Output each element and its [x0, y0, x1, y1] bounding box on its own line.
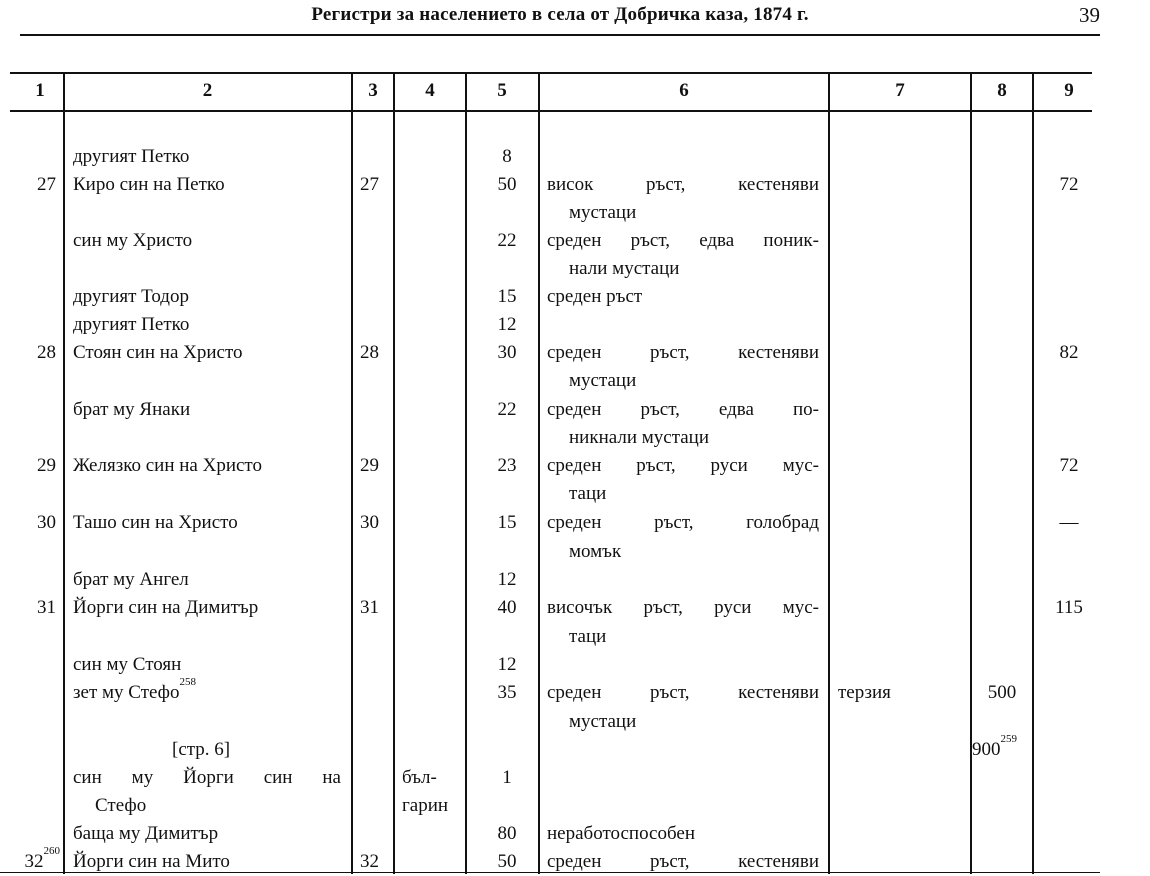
table-cell-description: среден ръст — [547, 286, 643, 307]
running-header — [20, 0, 1100, 36]
table-cell-occupation: терзия — [838, 682, 891, 703]
table-cell-name: Йорги син на Мито — [73, 851, 230, 872]
table-cell-col9: 72 — [1059, 174, 1079, 195]
table-cell-number: 30 — [37, 512, 56, 533]
col-divider — [351, 74, 353, 874]
column-header-1: 1 — [35, 80, 45, 101]
column-header-4: 4 — [425, 80, 435, 101]
table-cell-age: 80 — [497, 823, 517, 844]
table-cell-name: другият Петко — [73, 146, 190, 167]
table-cell-col9: 82 — [1059, 342, 1079, 363]
table-cell-col8 — [972, 732, 1017, 764]
table-cell-age: 30 — [497, 342, 517, 363]
column-header-2: 2 — [202, 80, 213, 101]
table-cell-name — [73, 675, 196, 707]
table-cell-household: 27 — [360, 174, 379, 195]
table-cell-col9: 115 — [1055, 597, 1083, 618]
table-cell-age: 23 — [497, 455, 517, 476]
number-text: 32 — [24, 851, 44, 872]
table-cell-name: другият Тодор — [73, 286, 189, 307]
page-number: 39 — [1079, 3, 1100, 27]
table-cell-name: баща му Димитър — [73, 823, 219, 844]
table-header-rule — [10, 110, 1092, 112]
column-header-8: 8 — [997, 80, 1007, 101]
table-cell-name: син му Христо — [73, 230, 193, 251]
table-cell-name: син му Стоян — [73, 654, 182, 675]
table-cell-description: среден ръст, кестеняви — [547, 682, 819, 703]
table-cell-description-cont: нали мустаци — [569, 258, 680, 279]
table-cell-description-cont: таци — [569, 626, 607, 647]
table-cell-name: Ташо син на Христо — [73, 512, 238, 533]
table-cell-description-cont: мустаци — [569, 370, 637, 391]
col-divider — [63, 74, 65, 874]
table-cell-age: 22 — [497, 399, 517, 420]
table-cell-description-cont: никнали мустаци — [569, 427, 709, 448]
table-cell-household: 30 — [360, 512, 379, 533]
table-cell-col9: 72 — [1059, 455, 1079, 476]
table-cell-description-cont: таци — [569, 483, 607, 504]
table-cell-name: Желязко син на Христо — [73, 455, 262, 476]
table-cell-age: 40 — [497, 597, 517, 618]
register-table — [0, 72, 1100, 874]
footnote-ref: 260 — [43, 844, 60, 857]
table-cell-age: 12 — [497, 569, 517, 590]
table-cell-age: 8 — [502, 146, 512, 167]
table-cell-age: 15 — [497, 286, 517, 307]
column-header-5: 5 — [497, 80, 507, 101]
table-cell-number: 29 — [37, 455, 56, 476]
col-divider — [828, 74, 830, 874]
column-header-6: 6 — [679, 80, 689, 101]
table-cell-name: Йорги син на Димитър — [73, 597, 259, 618]
footnote-ref: 259 — [1000, 732, 1017, 745]
table-cell-age: 50 — [497, 174, 517, 195]
table-cell-household: 28 — [360, 342, 379, 363]
table-cell-description: неработоспособен — [547, 823, 696, 844]
column-header-9: 9 — [1064, 80, 1074, 101]
table-cell-description: среден ръст, кестеняви — [547, 342, 819, 363]
table-cell-age: 35 — [497, 682, 517, 703]
table-cell-household: 31 — [360, 597, 379, 618]
col-divider — [393, 74, 395, 874]
col8-value: 900 — [972, 739, 1001, 760]
table-cell-col9: — — [1059, 512, 1079, 533]
table-cell-description: височък ръст, руси мус- — [547, 597, 819, 618]
table-cell-age: 12 — [497, 314, 517, 335]
table-cell-description-cont: мустаци — [569, 711, 637, 732]
table-cell-name: брат му Янаки — [73, 399, 191, 420]
column-header-7: 7 — [895, 80, 905, 101]
table-cell-nationality: бъл- — [402, 767, 437, 788]
table-cell-age: 22 — [497, 230, 517, 251]
table-cell-name-cont: Стефо — [95, 795, 147, 816]
table-cell-name: син му Йорги син на — [73, 767, 341, 788]
table-cell-household: 32 — [360, 851, 379, 872]
table-cell-description-cont: мустаци — [569, 202, 637, 223]
table-bottom-rule — [0, 872, 1100, 873]
table-cell-description: среден ръст, голобрад — [547, 512, 819, 533]
table-cell-name: брат му Ангел — [73, 569, 189, 590]
table-cell-age: 50 — [497, 851, 517, 872]
table-cell-age: 12 — [497, 654, 517, 675]
table-top-rule — [10, 72, 1092, 74]
table-cell-description-cont: момък — [569, 541, 622, 562]
footnote-ref: 258 — [179, 675, 196, 688]
name-text: зет му Стефо — [73, 682, 180, 703]
table-cell-description: среден ръст, едва поник- — [547, 230, 819, 251]
table-cell-name: Киро син на Петко — [73, 174, 225, 195]
table-cell-age: 15 — [497, 512, 517, 533]
header-title: Регистри за населението в села от Добричка каза, 1874 г. — [311, 4, 809, 25]
table-cell-age: 1 — [502, 767, 512, 788]
table-cell-name: Стоян син на Христо — [73, 342, 243, 363]
page-marker: [стр. 6] — [172, 739, 231, 760]
table-cell-number: 27 — [37, 174, 56, 195]
table-cell-name: другият Петко — [73, 314, 190, 335]
table-cell-col8: 500 — [987, 682, 1017, 703]
table-cell-description: среден ръст, кестеняви — [547, 851, 819, 872]
column-header-3: 3 — [368, 80, 378, 101]
table-cell-description: среден ръст, руси мус- — [547, 455, 819, 476]
table-cell-household: 29 — [360, 455, 379, 476]
table-cell-number: 28 — [37, 342, 56, 363]
table-cell-description: среден ръст, едва по- — [547, 399, 819, 420]
table-cell-nationality-cont: гарин — [402, 795, 449, 816]
table-cell-number: 31 — [37, 597, 56, 618]
table-cell-description: висок ръст, кестеняви — [547, 174, 819, 195]
